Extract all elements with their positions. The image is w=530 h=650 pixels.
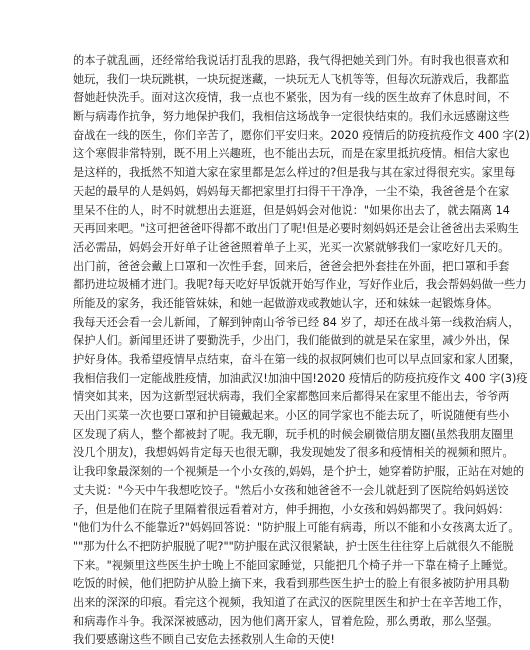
text-line: 督她赶快洗手。面对这次疫情，我一点也不紧张，因为有一线的医生故弃了休息时间，不 <box>73 91 510 105</box>
text-line: 的本子就乱画，还经常给我说话打乱我的思路，我气得把她关到门外。有时我也很喜欢和 <box>73 54 510 67</box>
text-line: 她玩，我们一块玩跳棋，一块玩捉迷藏，一块玩无人飞机等等，但每次玩游戏后，我都监 <box>73 72 510 86</box>
text-line: 和病毒作斗争。我深深被感动，因为他们离开家人，冒着危险，那么勇敢，那么坚强。 <box>73 614 499 628</box>
text-line: 都扔进垃圾桶才进门。我呢?每天吃好早饭就开始写作业，写好作业后，我会帮妈妈做一些力 <box>73 278 527 292</box>
text-line: 情突如其来，因为这新型冠状病毒，我们全家都憋回来后都得呆在家里不能出去，爷爷两 <box>73 390 510 404</box>
text-line: 出来的深深的印痕。看完这个视频，我知道了在武汉的医院里医生和护士在辛苦地工作， <box>73 595 510 609</box>
text-line: 区发现了病人，整个都被封了呢。我无聊，玩手机的时候会刷微信朋友圈(虽然我朋友圈里 <box>73 427 514 441</box>
text-line: 所能及的家务，我还能管妹妹，和她一起做游戏或教她认字，还和妹妹一起锻炼身体。 <box>73 296 499 310</box>
text-line: 我们要感谢这些不顾自己安危去拯救别人生命的天使! <box>73 633 335 647</box>
text-line: 让我印象最深刻的一个视频是一个小女孩的,妈妈，是个护士，她穿着防护服，正站在对她的 <box>73 465 525 479</box>
text-line: 子，但是他们在院子里隔着很远看着对方，伸手拥抱，小女孩和妈妈都哭了。我问妈妈： <box>73 502 510 516</box>
text-line: 出门前，爸爸会戴上口罩和一次性手套，回来后，爸爸会把外套挂在外面，把口罩和手套 <box>73 259 510 273</box>
text-line: "他们为什么不能靠近?"妈妈回答说："防护服上可能有病毒，所以不能和小女孩离太近了。 <box>73 521 520 535</box>
text-line: 天起的最早的人是妈妈，妈妈每天都把家里打扫得干干净净，一尘不染，我爸爸是个在家 <box>73 184 510 198</box>
text-line: 这个寒假非常特别，既不用上兴趣班，也不能出去玩，而是在家里抵抗疫情。相信大家也 <box>73 147 510 161</box>
text-line: 护好身体。我希望疫情早点结束，奋斗在第一线的叔叔阿姨们也可以早点回家和家人团聚， <box>73 353 521 366</box>
text-line: 吃饭的时候，他们把防护从脸上摘下来，我看到那些医生护士的脸上有很多被防护用具勒 <box>73 577 510 591</box>
text-line: 是这样的，我抵然不知道大家在家里都是怎么样过的?但是我与其在家过得很充实。家里每 <box>73 166 516 180</box>
text-line: 下来。"视频里这些医生护士晚上不能回家睡觉，只能把几个椅子并一下靠在椅子上睡觉。 <box>73 558 515 572</box>
text-line: 我相信我们一定能战胜疫情，加油武汉!加油中国!2020 疫情后的防疫抗疫作文 400 字(3)疫 <box>73 371 528 385</box>
text-line: 奋战在一线的医生，你们辛苦了，愿你们平安归来。2020 疫情后的防疫抗疫作文 400 字(2) <box>73 128 530 142</box>
text-line: 我每天还会看一会儿新闻，了解到钟南山爷爷已经 84 岁了，却还在战斗第一线救治病人， <box>73 315 520 329</box>
text-line: 断与病毒作抗争，努力地保护我们，我相信这场战争一定很快结束的。我们永远感谢这些 <box>73 110 510 124</box>
text-line: 天再回来吧。"这可把爸爸吓得都不敢出门了呢!但是必要时刻妈妈还是会让爸爸出去采购生 <box>73 222 519 236</box>
essay-body <box>73 52 530 650</box>
text-line: 没几个朋友)，我想妈妈肯定每天也很无聊，我发现她发了很多和疫情相关的视频和照片。 <box>73 446 514 460</box>
text-line: 保护人们。新闻里还讲了要勤洗手，少出门，我们能做到的就是呆在家里，减少外出，保 <box>73 334 510 348</box>
text-line: 天出门买菜一次也要口罩和护目镜戴起来。小区的同学家也不能去玩了，听说随便有些小 <box>73 409 510 423</box>
text-line: ""那为什么不把防护服脱了呢?""防护服在武汉很紧缺，护士医生往往穿上后就很久不能脱 <box>73 539 514 553</box>
text-line: 丈夫说："今天中午我想吃饺子。"然后小女孩和她爸爸不一会儿就赶到了医院给妈妈送饺 <box>73 483 509 497</box>
text-line: 活必需品，妈妈会开好单子让爸爸照着单子上买，光买一次紧就够我们一家吃好几天的。 <box>73 240 510 254</box>
text-line: 里呆不住的人，时不时就想出去逛逛，但是妈妈会对他说："如果你出去了，就去隔离 14 <box>73 203 510 217</box>
